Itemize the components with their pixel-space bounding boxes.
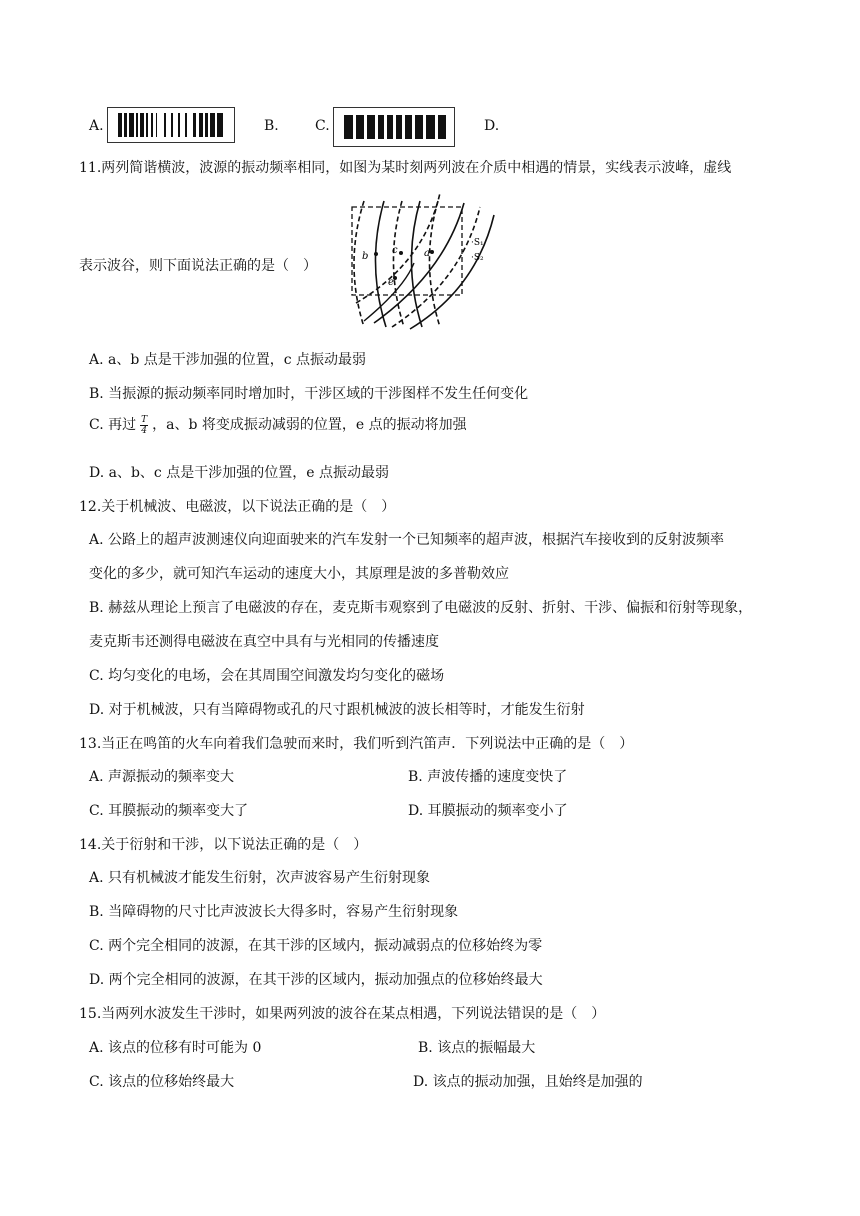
q15-option-a: A. 该点的位移有时可能为 0 [89,1040,262,1056]
q15-stem: 15.当两列水波发生干涉时，如果两列波的波谷在某点相遇，下列说法错误的是（ ） [79,1006,606,1022]
q13-stem: 13.当正在鸣笛的火车向着我们急驶而来时，我们听到汽笛声．下列说法中正确的是（ ） [79,736,634,752]
q13-option-a: A. 声源振动的频率变大 [89,769,235,785]
q10-option-a-fringe-image [107,107,235,143]
q14-stem: 14.关于衍射和干涉，以下说法正确的是（ ） [79,837,368,853]
q14-option-c: C. 两个完全相同的波源，在其干涉的区域内，振动减弱点的位移始终为零 [89,938,543,954]
q12-option-a-line2: 变化的多少，就可知汽车运动的速度大小，其原理是波的多普勒效应 [89,566,509,582]
q13-option-c: C. 耳膜振动的频率变大了 [89,803,249,819]
fringe-pattern-a [108,108,234,142]
q13-option-d: D. 耳膜振动的频率变小了 [408,803,568,819]
q11-option-c-prefix: C. 再过 [89,417,137,433]
q10-option-c-fringe-image [333,107,455,147]
figure-label-c: c [392,245,398,256]
fringe-pattern-c [334,108,454,146]
q15-option-d: D. 该点的振动加强，且始终是加强的 [413,1074,643,1090]
q10-option-b-label: B. [264,118,279,134]
q10-option-c-label: C. [315,118,330,134]
q11-stem-line1: 11.两列简谐横波，波源的振动频率相同，如图为某时刻两列波在介质中相遇的情景，实线表示波峰，虚线 [79,160,732,176]
q10-option-d-label: D. [484,118,500,134]
figure-label-a: a [424,248,430,259]
figure-label-e: e [388,277,394,288]
fraction-t-over-4 [140,415,148,436]
q10-option-a-label: A. [89,118,104,134]
q12-stem: 12.关于机械波、电磁波，以下说法正确的是（ ） [79,499,396,515]
q13-option-b: B. 声波传播的速度变快了 [408,769,568,785]
figure-label-s1: ·S₁ [471,238,484,248]
q12-option-a-line1: A. 公路上的超声波测速仪向迎面驶来的汽车发射一个已知频率的超声波，根据汽车接收到的反射波频率 [89,532,725,548]
q11-option-d: D. a、b、c 点是干涉加强的位置，e 点振动最弱 [89,465,389,481]
q12-option-c: C. 均匀变化的电场，会在其周围空间激发均匀变化的磁场 [89,668,445,684]
q15-option-b: B. 该点的振幅最大 [418,1040,536,1056]
q14-option-b: B. 当障碍物的尺寸比声波波长大得多时，容易产生衍射现象 [89,904,459,920]
q11-option-c [89,414,467,436]
q11-option-b: B. 当振源的振动频率同时增加时，干涉区域的干涉图样不发生任何变化 [89,386,529,402]
fraction-denominator: 4 [141,425,147,436]
q11-option-a: A. a、b 点是干涉加强的位置，c 点振动最弱 [89,352,367,368]
figure-label-s2: ·S₂ [471,253,484,263]
q12-option-b-line2: 麦克斯韦还测得电磁波在真空中具有与光相同的传播速度 [89,634,439,650]
q11-interference-figure [344,193,508,335]
q14-option-d: D. 两个完全相同的波源，在其干涉的区域内，振动加强点的位移始终最大 [89,972,543,988]
q12-option-d: D. 对于机械波，只有当障碍物或孔的尺寸跟机械波的波长相等时，才能发生衍射 [89,702,585,718]
fraction-numerator: T [141,414,148,425]
wave-interference-diagram [344,193,508,335]
q12-option-b-line1: B. 赫兹从理论上预言了电磁波的存在，麦克斯韦观察到了电磁波的反射、折射、干涉、偏振和衍射等现象， [89,600,753,616]
figure-label-b: b [362,251,369,262]
q15-option-c: C. 该点的位移始终最大 [89,1074,235,1090]
q11-option-c-suffix: ，a、b 将变成振动减弱的位置，e 点的振动将加强 [152,417,467,433]
q11-stem-line2: 表示波谷，则下面说法正确的是（ ） [79,258,317,274]
q14-option-a: A. 只有机械波才能发生衍射，次声波容易产生衍射现象 [89,870,431,886]
